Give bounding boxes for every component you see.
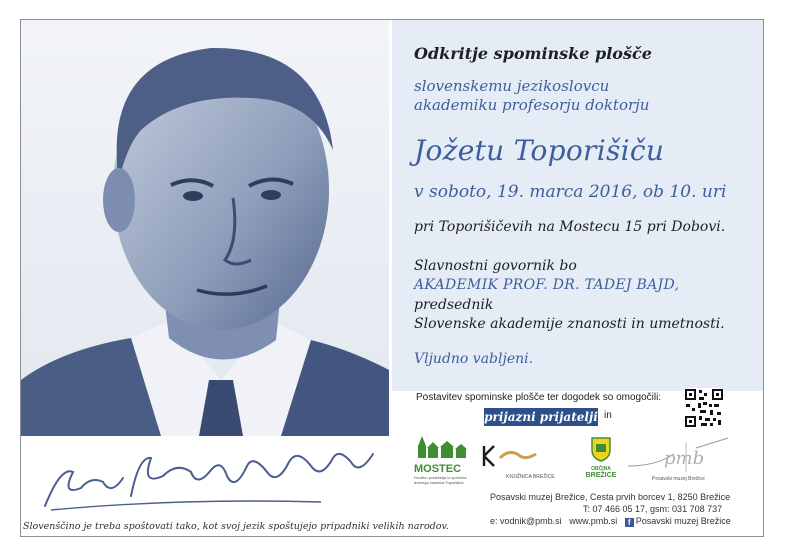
municipality-logo (581, 436, 621, 486)
event-date: v soboto, 19. marca 2016, ob 10. uri (414, 182, 727, 202)
contact-email[interactable]: e: vodnik@pmb.si (490, 516, 562, 526)
event-place: pri Toporišičevih na Mostecu 15 pri Dobovi. (414, 219, 726, 235)
library-logo (480, 444, 570, 484)
speaker-name: AKADEMIK PROF. DR. TADEJ BAJD, (414, 277, 680, 293)
speaker-role-2: Slovenske akademije znanosti in umetnosti. (414, 316, 725, 332)
honoree-name: Jožetu Toporišiču (414, 134, 665, 167)
invitation-panel (392, 20, 763, 391)
museum-logo (626, 436, 736, 488)
friends-badge: prijazni prijatelji (484, 410, 598, 424)
museum-logo-text (664, 448, 704, 469)
contact-web[interactable]: www.pmb.si (569, 516, 618, 526)
municipality-top: OBČINA (591, 466, 611, 472)
dedication-line-2: akademiku profesorju doktorju (414, 96, 650, 114)
invitation-text: Vljudno vabljeni. (414, 351, 534, 367)
quote-text: Slovenščino je treba spoštovati tako, kot svoj jezik spoštujejo pripadniki velikih narodov. (23, 521, 449, 532)
contact-phones: T: 07 466 05 17, gsm: 031 708 737 (583, 504, 723, 514)
contact-address: Posavski muzej Brežice, Cesta prvih borcev 1, 8250 Brežice (490, 492, 731, 502)
dedication-line-1: slovenskemu jezikoslovcu (414, 77, 610, 95)
mostec-caption: Društvo podeželja in spomina dobrega častnika Toporišiča (414, 475, 467, 485)
library-name: KNJIŽNICA BREŽICE (506, 474, 555, 480)
museum-caption: Posavski muzej Brežice (652, 476, 705, 482)
qr-code-icon[interactable] (684, 388, 724, 432)
signature (21, 436, 389, 518)
contact-facebook[interactable]: Posavski muzej Brežice (635, 516, 731, 526)
portrait-photo (21, 20, 389, 436)
mostec-name: MOSTEC (414, 463, 462, 475)
municipality-name: BREŽICE (585, 472, 617, 479)
facebook-icon: f (625, 518, 634, 527)
speaker-role-1: predsednik (414, 297, 494, 313)
contact-line-3 (490, 516, 731, 527)
speaker-intro: Slavnostni govornik bo (414, 258, 577, 274)
in-word: in (604, 410, 612, 421)
mostec-logo (414, 432, 474, 490)
event-title: Odkritje spominske plošče (414, 44, 652, 63)
museum-logo-pmb: pmb (664, 448, 705, 469)
sponsors-intro: Postavitev spominske plošče ter dogodek so omogočili: (416, 392, 662, 403)
